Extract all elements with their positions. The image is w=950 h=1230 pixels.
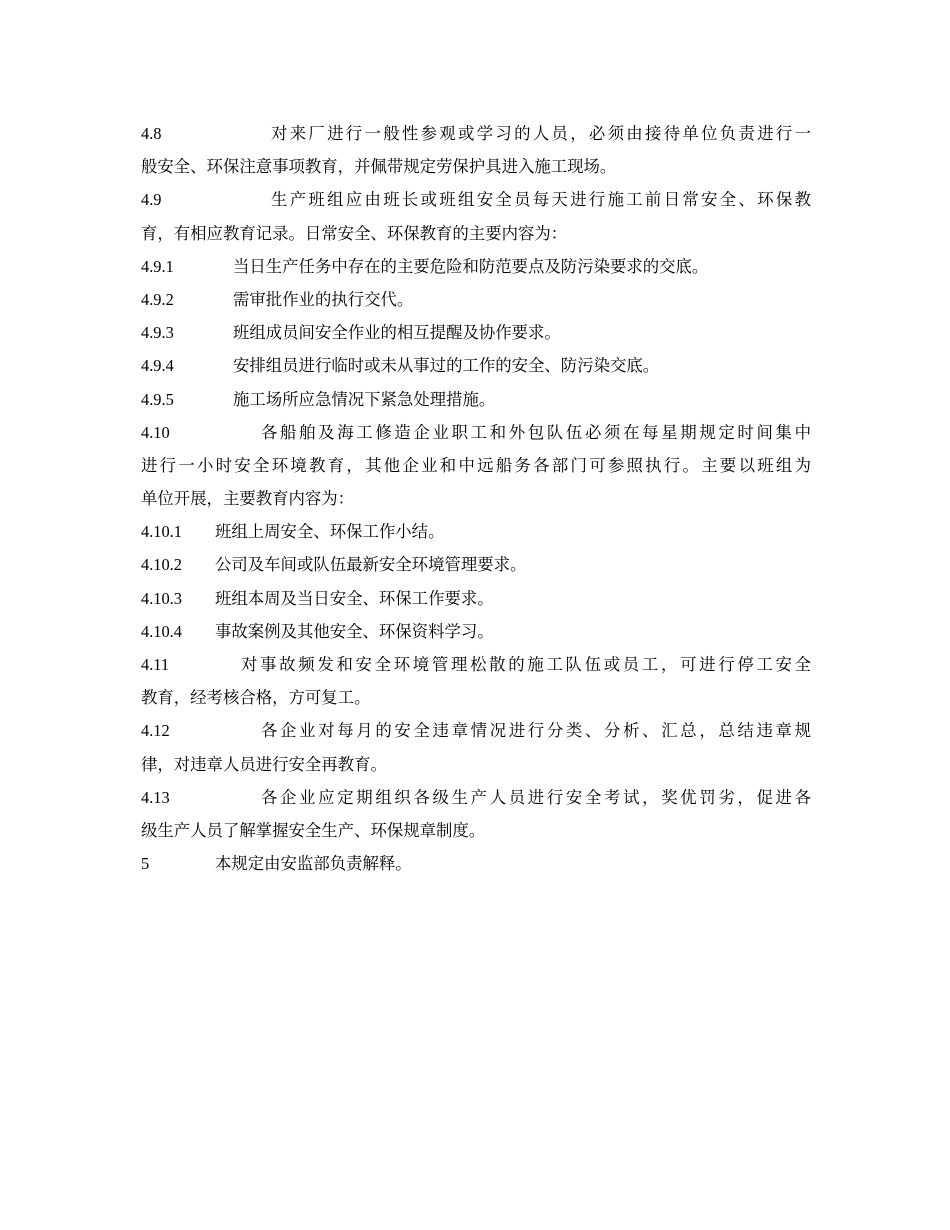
clause-text: 各船舶及海工修造企业职工和外包队伍必须在每星期规定时间集中 xyxy=(261,422,811,442)
clause-4-10-continued-2 xyxy=(141,482,811,515)
clause-text: 本规定由安监部负责解释。 xyxy=(215,854,412,874)
clause-number: 4.10.1 xyxy=(141,522,182,542)
clause-text: 事故案例及其他安全、环保资料学习。 xyxy=(215,621,494,641)
clause-text-continued: 单位开展，主要教育内容为： xyxy=(141,489,355,509)
clause-4-13-continued xyxy=(141,814,811,847)
clause-4-10-3 xyxy=(141,582,811,615)
clause-text: 安排组员进行临时或未从事过的工作的安全、防污染交底。 xyxy=(233,356,660,376)
clause-text: 当日生产任务中存在的主要危险和防范要点及防污染要求的交底。 xyxy=(233,256,709,276)
clause-number: 4.9 xyxy=(141,190,162,210)
clause-4-8 xyxy=(141,117,811,150)
clause-text: 班组本周及当日安全、环保工作要求。 xyxy=(215,588,494,608)
clause-4-10-2 xyxy=(141,548,811,581)
clause-4-9-3 xyxy=(141,316,811,349)
clause-number: 4.9.3 xyxy=(141,323,174,343)
clause-number: 4.8 xyxy=(141,124,162,143)
clause-4-9 xyxy=(141,183,811,216)
clause-4-12 xyxy=(141,714,811,747)
clause-4-13 xyxy=(141,781,811,814)
clause-number: 4.9.5 xyxy=(141,389,174,409)
clause-number: 4.9.4 xyxy=(141,356,174,376)
clause-text: 生产班组应由班长或班组安全员每天进行施工前日常安全、环保教 xyxy=(271,190,811,210)
clause-number: 4.10.4 xyxy=(141,621,182,641)
clause-text: 各企业应定期组织各级生产人员进行安全考试，奖优罚劣，促进各 xyxy=(261,787,811,807)
clause-number: 4.9.1 xyxy=(141,256,174,276)
clause-text: 班组成员间安全作业的相互提醒及协作要求。 xyxy=(233,323,561,343)
clause-text-continued: 律，对违章人员进行安全再教育。 xyxy=(141,754,387,774)
clause-4-10 xyxy=(141,416,811,449)
clause-text: 施工场所应急情况下紧急处理措施。 xyxy=(233,389,496,409)
clause-text: 各企业对每月的安全违章情况进行分类、分析、汇总，总结违章规 xyxy=(261,721,811,741)
clause-text: 公司及车间或队伍最新安全环境管理要求。 xyxy=(215,555,527,575)
clause-text-continued: 教育，经考核合格，方可复工。 xyxy=(141,688,371,708)
clause-number: 4.10 xyxy=(141,422,170,442)
clause-4-11-continued xyxy=(141,681,811,714)
clause-4-10-continued xyxy=(141,449,811,482)
clause-text-continued: 进行一小时安全环境教育，其他企业和中远船务各部门可参照执行。主要以班组为 xyxy=(141,455,811,475)
clause-number: 4.11 xyxy=(141,655,170,674)
clause-4-9-continued xyxy=(141,217,811,250)
clause-number: 4.13 xyxy=(141,787,170,807)
clause-4-10-1 xyxy=(141,515,811,548)
clause-number: 4.9.2 xyxy=(141,289,174,309)
clause-text-continued: 级生产人员了解掌握安全生产、环保规章制度。 xyxy=(141,820,486,840)
clause-4-11 xyxy=(141,648,811,681)
clause-text-continued: 育，有相应教育记录。日常安全、环保教育的主要内容为： xyxy=(141,223,568,243)
clause-4-9-4 xyxy=(141,349,811,382)
clause-4-10-4 xyxy=(141,615,811,648)
clause-number: 4.10.3 xyxy=(141,588,182,608)
clause-4-12-continued xyxy=(141,748,811,781)
clause-4-9-1 xyxy=(141,250,811,283)
clause-number: 4.12 xyxy=(141,721,170,741)
clause-text: 需审批作业的执行交代。 xyxy=(233,289,414,309)
clause-4-8-continued xyxy=(141,150,811,183)
clause-text-continued: 般安全、环保注意事项教育，并佩带规定劳保护具进入施工现场。 xyxy=(141,157,617,177)
clause-text: 对事故频发和安全环境管理松散的施工队伍或员工，可进行停工安全 xyxy=(241,655,811,674)
document-body xyxy=(141,117,811,880)
clause-text: 班组上周安全、环保工作小结。 xyxy=(215,522,445,542)
clause-number: 4.10.2 xyxy=(141,555,182,575)
clause-4-9-5 xyxy=(141,383,811,416)
clause-4-9-2 xyxy=(141,283,811,316)
clause-5 xyxy=(141,847,811,880)
clause-text: 对来厂进行一般性参观或学习的人员，必须由接待单位负责进行一 xyxy=(271,124,811,143)
clause-number: 5 xyxy=(141,854,150,874)
